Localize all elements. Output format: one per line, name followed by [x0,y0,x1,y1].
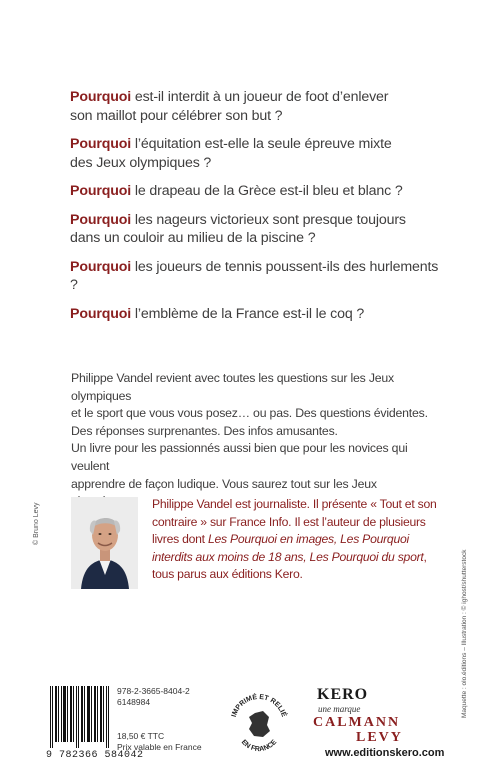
stamp-bottom-text: EN FRANCE [239,738,279,754]
barcode-image [46,686,112,748]
question-3 [70,182,440,201]
author-bio [152,496,444,584]
product-code: 6148984 [117,697,151,707]
barcode-area [46,686,211,761]
group-logo-line1: CALMANN [313,715,401,730]
isbn-number: 978-2-3665-8404-2 [117,686,190,696]
question-keyword: Pourquoi [70,136,132,152]
blurb [71,370,441,511]
blurb-line: Des réponses surprenantes. Des infos amusantes. [71,423,338,438]
price: 18,50 € TTC [117,731,165,741]
bio-line: tous parus aux éditions Kero. [152,567,303,582]
blurb-line: Philippe Vandel revient avec toutes les questions sur les Jeux olympiques [71,371,394,403]
question-text: les joueurs de tennis poussent-ils des hurlements ? [70,258,439,293]
group-logo-line2: LEVY [356,730,403,745]
isbn-info [117,686,190,708]
bio-line: contraire » sur France Info. Il est l’auteur de plusieurs [152,514,426,529]
design-credits: Maquette : olo.éditions – Illustration : © ighost/shutterstock [461,549,468,718]
question-keyword: Pourquoi [70,183,132,199]
svg-text:EN FRANCE [240,739,279,754]
questions-list [70,88,440,333]
bio-book-titles: interdits aux moins de 18 ans, Les Pourquoi du sport [152,549,424,564]
question-keyword: Pourquoi [70,258,132,275]
photo-credit: © Bruno Levy [33,502,40,545]
price-note: Prix valable en France [117,742,202,752]
stamp-top-text: IMPRIMÉ ET RELIÉ [230,693,288,718]
bio-punct: , [423,549,427,564]
barcode-digits: 9 782366 584042 [46,750,144,761]
made-in-france-stamp [227,683,291,767]
question-4 [70,211,440,248]
question-text-cont: son maillot pour célébrer son but ? [70,107,283,124]
blurb-line: et le sport que vous vous posez… ou pas. Des questions évidentes. [71,406,428,421]
blurb-line: Un livre pour les passionnés aussi bien que pour les novices qui veulent [71,441,408,473]
question-text: les nageurs victorieux sont presque toujours [131,211,406,228]
blurb-line: apprendre de façon ludique. Vous saurez tout sur les Jeux [71,476,377,491]
bio-line: Philippe Vandel est journaliste. Il présente « Tout et son [152,497,437,511]
bio-line: livres dont [152,532,208,547]
question-keyword: Pourquoi [70,305,132,322]
question-keyword: Pourquoi [70,89,132,105]
question-5 [70,258,440,295]
question-text: est-il interdit à un joueur de foot d’enlever [131,89,389,105]
publisher-logo: KERO [317,686,369,703]
question-2 [70,135,440,172]
question-text: l’emblème de la France est-il le coq ? [131,305,365,322]
publisher-website: www.editionskero.com [325,747,445,759]
question-text: le drapeau de la Grèce est-il bleu et blanc ? [131,183,403,199]
author-photo [71,497,138,589]
france-map-icon [249,711,270,737]
publisher-sub: une marque [318,704,361,714]
question-keyword: Pourquoi [70,211,132,228]
bio-book-titles: Les Pourquoi en images, Les Pourquoi [207,532,409,547]
question-text: l’équitation est-elle la seule épreuve mixte [131,136,392,152]
question-text-cont: des Jeux olympiques ? [70,154,212,171]
question-1 [70,88,440,125]
question-text-cont: dans un couloir au milieu de la piscine ? [70,230,316,246]
question-6 [70,305,440,324]
